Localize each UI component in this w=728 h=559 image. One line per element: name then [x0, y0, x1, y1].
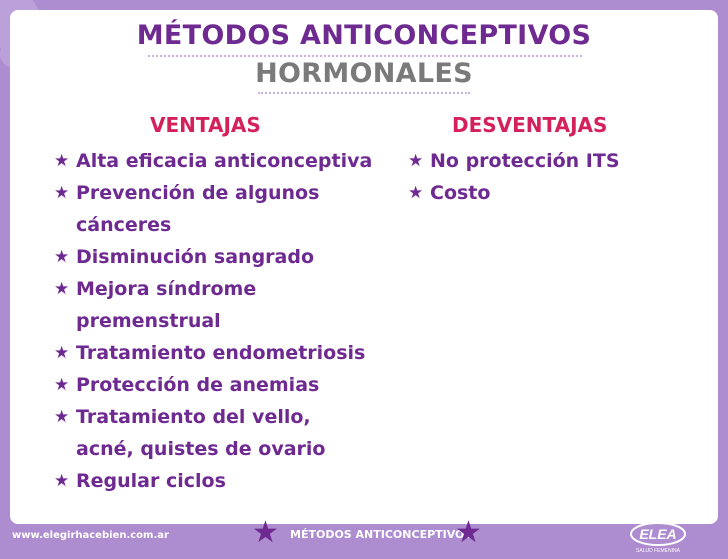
subtitle-underline	[258, 92, 470, 94]
star-bullet-icon: ★	[54, 183, 70, 203]
list-item-text: Regular ciclos	[76, 470, 226, 492]
list-item	[54, 177, 396, 241]
list-item	[54, 273, 396, 337]
star-bullet-icon: ★	[408, 183, 424, 203]
star-bullet-icon: ★	[54, 343, 70, 363]
footer-title: MÉTODOS ANTICONCEPTIVOS	[290, 528, 473, 541]
title-underline	[148, 55, 582, 57]
list-item-text: Tratamiento endometriosis	[76, 342, 366, 364]
ventajas-heading: VENTAJAS	[150, 113, 261, 137]
list-item-text: premenstrual	[76, 310, 221, 332]
star-bullet-icon: ★	[54, 151, 70, 171]
elea-logo	[628, 520, 688, 554]
list-item-text: Costo	[430, 182, 491, 204]
ventajas-list	[54, 145, 396, 497]
list-item-text: No protección ITS	[430, 150, 620, 172]
list-item-text: Prevención de algunos	[76, 182, 320, 204]
logo-text: ELEA	[639, 526, 677, 542]
list-item	[54, 337, 396, 369]
list-item-text: Alta eficacia anticonceptiva	[76, 150, 373, 172]
star-bullet-icon: ★	[54, 407, 70, 427]
star-bullet-icon: ★	[54, 471, 70, 491]
list-item-text: Protección de anemias	[76, 374, 320, 396]
desventajas-list	[408, 145, 710, 209]
list-item-text: Tratamiento del vello,	[76, 406, 311, 428]
list-item	[54, 465, 396, 497]
logo-subtext: SALUD FEMENINA	[636, 548, 680, 554]
star-bullet-icon: ★	[54, 247, 70, 267]
page-title: MÉTODOS ANTICONCEPTIVOS	[136, 20, 592, 51]
list-item-text: acné, quistes de ovario	[76, 438, 326, 460]
list-item-text: Disminución sangrado	[76, 246, 315, 268]
list-item-text: cánceres	[76, 214, 172, 236]
star-icon: ★	[252, 515, 279, 550]
star-bullet-icon: ★	[408, 151, 424, 171]
list-item	[54, 145, 396, 177]
star-icon: ★	[455, 515, 482, 550]
list-item	[54, 401, 396, 465]
star-bullet-icon: ★	[54, 279, 70, 299]
list-item	[54, 241, 396, 273]
footer-url[interactable]: www.elegirhacebien.com.ar	[12, 530, 169, 541]
list-item-text: Mejora síndrome	[76, 278, 257, 300]
list-item	[54, 369, 396, 401]
list-item	[408, 145, 710, 177]
desventajas-heading: DESVENTAJAS	[452, 113, 608, 137]
page-subtitle: HORMONALES	[255, 58, 473, 89]
list-item	[408, 177, 710, 209]
star-bullet-icon: ★	[54, 375, 70, 395]
